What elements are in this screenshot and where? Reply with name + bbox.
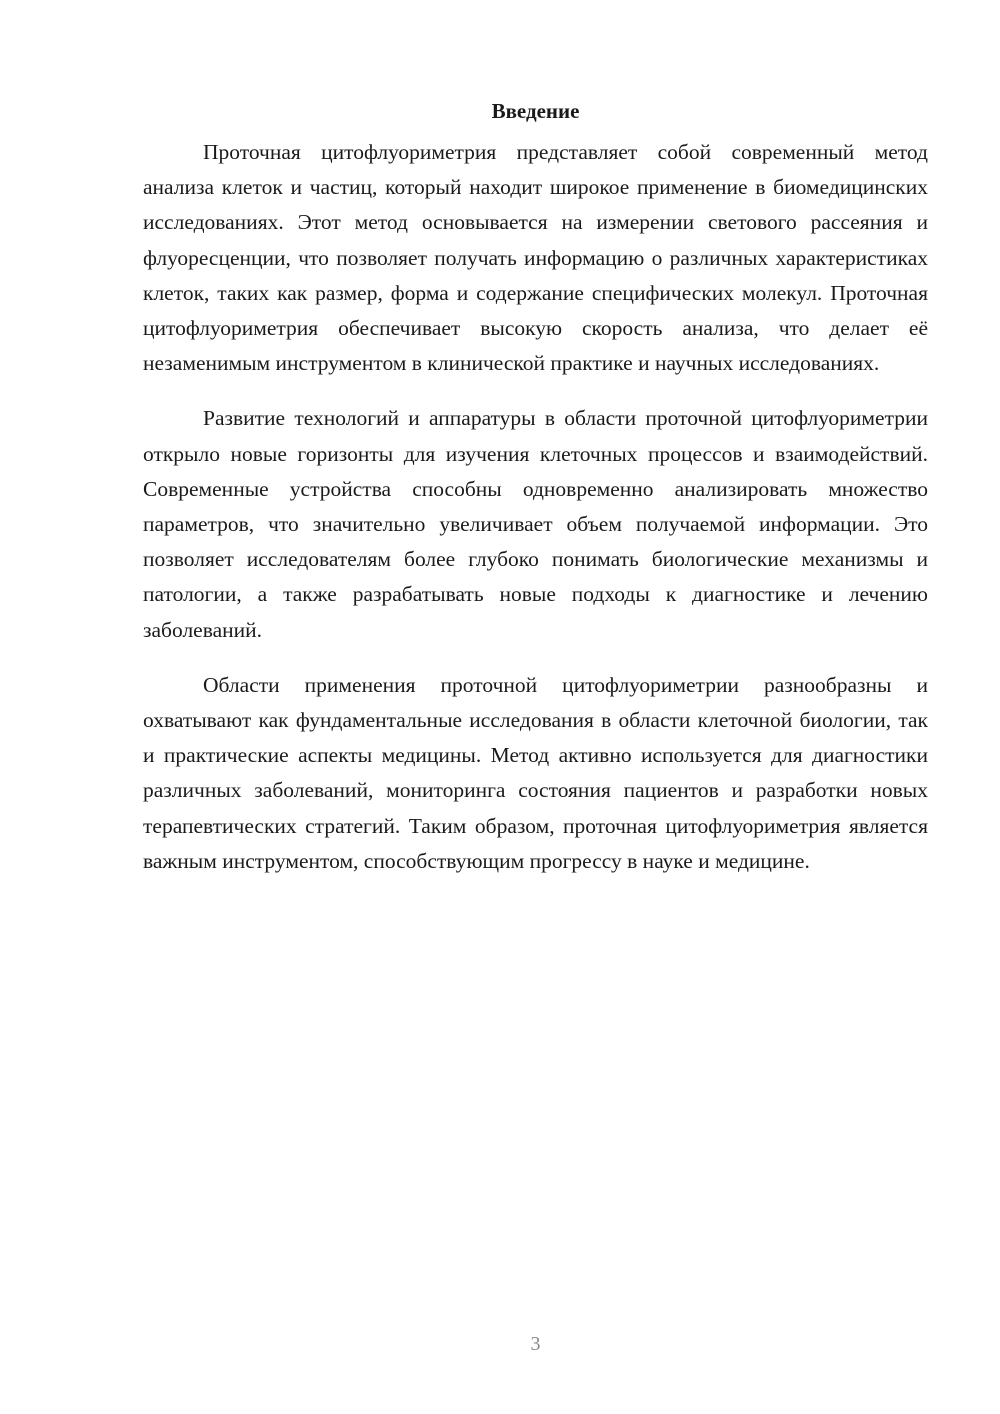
page-content — [143, 94, 928, 899]
page-number: 3 — [530, 1333, 541, 1355]
paragraph-2: Развитие технологий и аппаратуры в области проточной цитофлуориметрии открыло новые горизонты для изучения клеточных процессов и взаимодействий. Современные устройства способны одновременно анализировать множество параметров, что значительно увеличивает объем получаемой информации. Это позволяет исследователям более глубоко понимать биологические механизмы и патологии, а также разрабатывать новые подходы к диагностике и лечению заболеваний. — [143, 406, 928, 642]
section-heading: Введение — [491, 99, 580, 123]
paragraph-3: Области применения проточной цитофлуориметрии разнообразны и охватывают как фундаментальные исследования в области клеточной биологии, так и практические аспекты медицины. Метод активно используется для диагностики различных заболеваний, мониторинга состояния пациентов и разработки новых терапевтических стратегий. Таким образом, проточная цитофлуориметрия является важным инструментом, способствующим прогрессу в науке и медицине. — [143, 672, 928, 873]
paragraph-1: Проточная цитофлуориметрия представляет собой современный метод анализа клеток и частиц, который находит широкое применение в биомедицинских исследованиях. Этот метод основывается на измерении светового рассеяния и флуоресценции, что позволяет получать информацию о различных характеристиках клеток, таких как размер, форма и содержание специфических молекул. Проточная цитофлуориметрия обеспечивает высокую скорость анализа, что делает её незаменимым инструментом в клинической практике и научных исследованиях. — [143, 140, 928, 376]
